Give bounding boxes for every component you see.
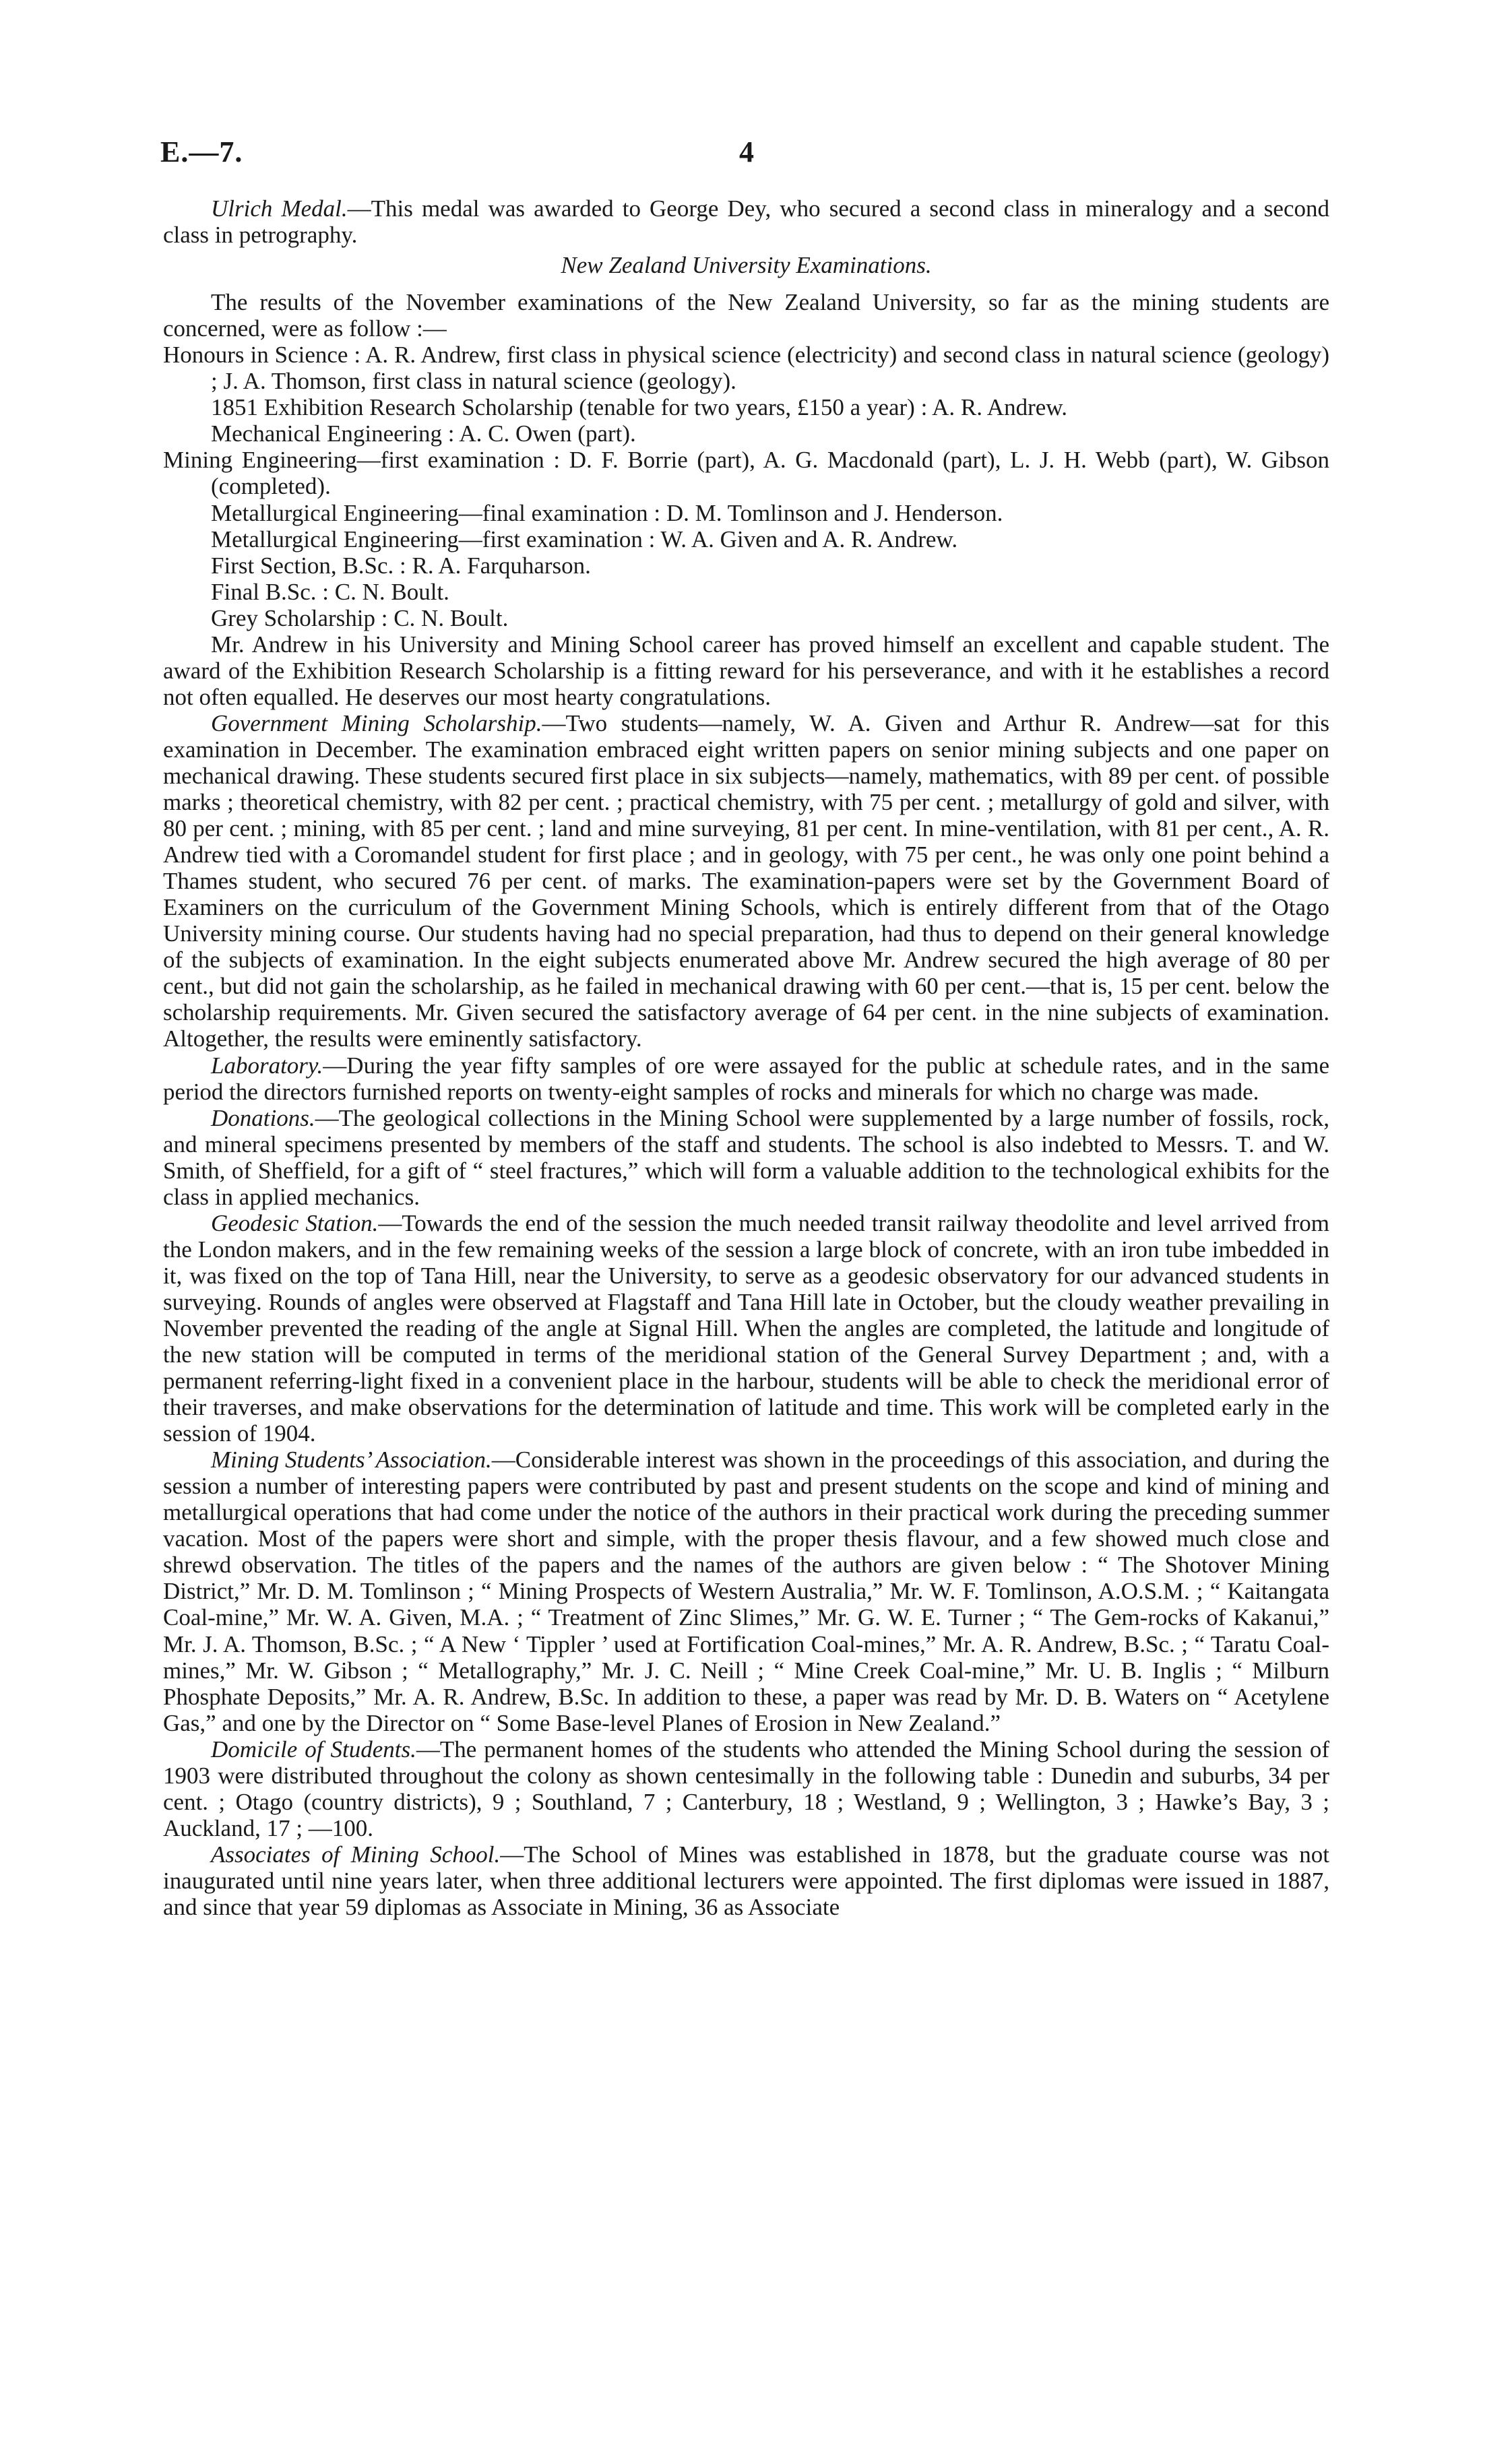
result-first-section: First Section, B.Sc. : R. A. Farquharson. xyxy=(211,552,591,579)
result-grey-scholarship: Grey Scholarship : C. N. Boult. xyxy=(211,604,509,631)
paragraph-lead: Government Mining Scholarship. xyxy=(211,709,542,736)
paragraph-text: —Considerable interest was shown in the proceedings of this association, and during the session a number of interesting papers were contributed by past and present students on the scope and kind of mining and metallurgical operations that had come under the notice of the authors in their practical work during the preceding summer vacation. Most of the papers were short and simple, with the proper thesis flavour, and a few showed much close and shrewd observation. The titles of the papers and the names of the authors are given below : “ The Shotover Mining District,” Mr. D. M. Tomlinson ; “ Mining Prospects of Western Australia,” Mr. W. F. Tomlinson, A.O.S.M. ; “ Kaitangata Coal-mine,” Mr. W. A. Given, M.A. ; “ Treatment of Zinc Slimes,” Mr. G. W. E. Turner ; “ The Gem-rocks of Kakanui,” Mr. J. A. Thomson, B.Sc. ; “ A New ‘ Tippler ’ used at Fortification Coal-mines,” Mr. A. R. Andrew, B.Sc. ; “ Taratu Coal-mines,” Mr. W. Gibson ; “ Metallography,” Mr. J. C. Neill ; “ Mine Creek Coal-mine,” Mr. U. B. Inglis ; “ Milburn Phosphate Deposits,” Mr. A. R. Andrew, B.Sc. In addition to these, a paper was read by Mr. D. B. Waters on “ Acetylene Gas,” and one by the Director on “ Some Base-level Planes of Erosion in New Zealand.” xyxy=(163,1447,1329,1736)
paragraph-donations xyxy=(163,1105,1329,1210)
paragraph-lead: Laboratory. xyxy=(211,1052,323,1079)
paragraph-lead: Mining Students’ Association. xyxy=(211,1447,492,1473)
result-final-bsc: Final B.Sc. : C. N. Boult. xyxy=(211,578,449,605)
section-heading: New Zealand University Examinations. xyxy=(561,252,932,279)
paragraph-andrew: Mr. Andrew in his University and Mining School career has proved himself an excellent and capable student. The award of the Exhibition Research Scholarship is a fitting reward for his perseverance, and with it he establishes a record not often equalled. He deserves our most hearty congratulations. xyxy=(163,631,1329,710)
result-metallurgical-final: Metallurgical Engineering—final examination : D. M. Tomlinson and J. Henderson. xyxy=(211,499,1003,526)
paragraph-lead: Associates of Mining School. xyxy=(211,1841,501,1868)
paragraph-lead: Donations. xyxy=(211,1104,315,1131)
paragraph-government-scholarship xyxy=(163,710,1329,1052)
paragraph-text: —Two students—namely, W. A. Given and Arthur R. Andrew—sat for this examination in December. The examination embraced eight written papers on senior mining subjects and one paper on mechanical drawing. These students secured first place in six subjects—namely, mathematics, with 89 per cent. of possible marks ; theoretical chemistry, with 82 per cent. ; practical chemistry, with 75 per cent. ; metallurgy of gold and silver, with 80 per cent. ; mining, with 85 per cent. ; land and mine surveying, 81 per cent. In mine-ventilation, with 81 per cent., A. R. Andrew tied with a Coromandel student for first place ; and in geology, with 75 per cent., he was only one point behind a Thames student, who secured 76 per cent. of marks. The examination-papers were set by the Government Board of Examiners on the curriculum of the Government Mining Schools, which is entirely different from that of the Otago University mining course. Our students having had no special preparation, had thus to depend on their general knowledge of the subjects of examination. In the eight subjects enumerated above Mr. Andrew secured the high average of 80 per cent., but did not gain the scholarship, as he failed in mechanical drawing with 60 per cent.—that is, 15 per cent. below the scholarship requirements. Mr. Given secured the satisfactory average of 64 per cent. in the nine subjects of examination. Altogether, the results were eminently satisfactory. xyxy=(163,709,1329,1052)
paragraph-lead: Ulrich Medal. xyxy=(211,195,348,222)
body-text xyxy=(163,195,1329,1920)
paragraph-associates xyxy=(163,1841,1329,1920)
paragraph-ulrich-medal xyxy=(163,195,1329,248)
result-honours: Honours in Science : A. R. Andrew, first class in physical science (electricity) and second class in natural science (geology) ; J. A. Thomson, first class in natural science (geology). xyxy=(163,342,1329,395)
paragraph-lead: Geodesic Station. xyxy=(211,1209,379,1236)
page-number: 4 xyxy=(739,135,755,168)
result-mechanical: Mechanical Engineering : A. C. Owen (part). xyxy=(211,420,636,447)
paragraph-lead: Domicile of Students. xyxy=(211,1736,416,1763)
paragraph-text: —The geological collections in the Mining School were supplemented by a large number of fossils, rock, and mineral specimens presented by members of the staff and students. The school is also indebted to Messrs. T. and W. Smith, of Sheffield, for a gift of “ steel fractures,” which will form a valuable addition to the technological exhibits for the class in applied mechanics. xyxy=(163,1104,1329,1210)
paragraph-laboratory xyxy=(163,1052,1329,1105)
result-metallurgical-first: Metallurgical Engineering—first examination : W. A. Given and A. R. Andrew. xyxy=(211,526,958,552)
paragraph-text: —This medal was awarded to George Dey, who secured a second class in mineralogy and a second class in petrography. xyxy=(163,195,1329,249)
paragraph-text: —The permanent homes of the students who attended the Mining School during the session of 1903 were distributed throughout the colony as shown centesimally in the following table : Dunedin and suburbs, 34 per cent. ; Otago (country districts), 9 ; Southland, 7 ; Canterbury, 18 ; Westland, 9 ; Wellington, 3 ; Hawke’s Bay, 3 ; Auckland, 17 ; —100. xyxy=(163,1736,1330,1841)
section-code: E.—7. xyxy=(160,135,243,168)
paragraph-text: —The School of Mines was established in 1878, but the graduate course was not inaugurated until nine years later, when three additional lecturers were appointed. The first diplomas were issued in 1887, and since that year 59 diplomas as Associate in Mining, 36 as Associate xyxy=(163,1841,1329,1920)
paragraph-nzu-intro: The results of the November examinations of the New Zealand University, so far as the mining students are concerned, were as follow :— xyxy=(163,289,1329,342)
paragraph-geodesic-station xyxy=(163,1210,1329,1447)
paragraph-text: —During the year fifty samples of ore were assayed for the public at schedule rates, and in the same period the directors furnished reports on twenty-eight samples of rocks and minerals for which no charge was made. xyxy=(163,1052,1329,1105)
paragraph-domicile xyxy=(163,1736,1329,1841)
paragraph-students-association xyxy=(163,1447,1329,1736)
result-exhibition: 1851 Exhibition Research Scholarship (tenable for two years, £150 a year) : A. R. Andrew. xyxy=(211,394,1068,421)
result-mining-engineering: Mining Engineering—first examination : D. F. Borrie (part), A. G. Macdonald (part), L. J. H. Webb (part), W. Gibson (completed). xyxy=(163,447,1329,500)
paragraph-text: —Towards the end of the session the much needed transit railway theodolite and level arrived from the London makers, and in the few remaining weeks of the session a large block of concrete, with an iron tube imbedded in it, was fixed on the top of Tana Hill, near the University, to serve as a geodesic observatory for our advanced students in surveying. Rounds of angles were observed at Flagstaff and Tana Hill late in October, but the cloudy weather prevailing in November prevented the reading of the angle at Signal Hill. When the angles are completed, the latitude and longitude of the new station will be computed in terms of the meridional station of the General Survey Department ; and, with a permanent referring-light fixed in a convenient place in the harbour, students will be able to check the meridional error of their traverses, and make observations for the determination of latitude and time. This work will be completed early in the session of 1904. xyxy=(163,1209,1329,1447)
